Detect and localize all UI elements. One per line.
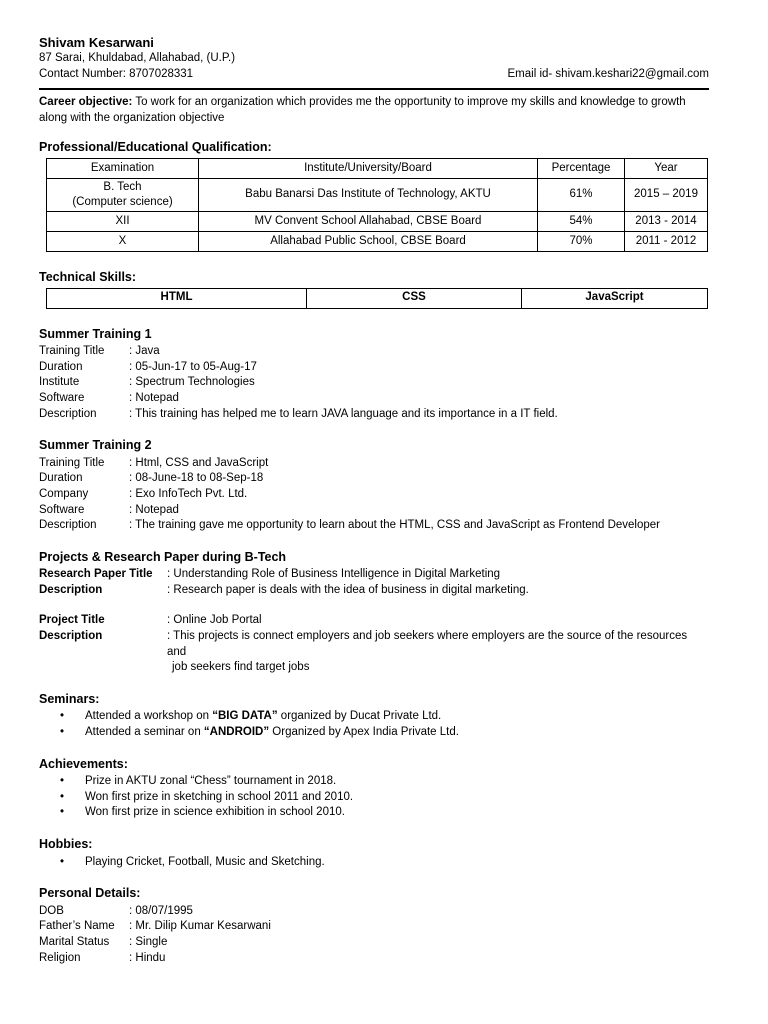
qualification-table: [46, 158, 708, 252]
detail-value: : This training has helped me to learn JAVA language and its importance in a IT field.: [129, 407, 558, 420]
table-cell: XII: [47, 211, 199, 231]
skill-cell: CSS: [307, 288, 522, 308]
detail-key: Religion: [39, 951, 81, 964]
detail-row: [39, 904, 709, 920]
contact-number: Contact Number: 8707028331: [39, 67, 194, 80]
item-text: Playing Cricket, Football, Music and Sketching.: [85, 855, 325, 868]
header-divider: [39, 88, 709, 90]
seminars-list: [39, 709, 709, 740]
detail-row: [39, 629, 709, 660]
detail-value: : This projects is connect employers and job seekers where employers are the source of the resources and: [167, 630, 688, 658]
detail-value: : Notepad: [129, 391, 179, 404]
table-row: [47, 211, 708, 231]
contact-row: [39, 67, 709, 83]
training2-title: Summer Training 2: [39, 438, 152, 453]
table-cell: Allahabad Public School, CBSE Board: [199, 231, 538, 251]
item-text: Prize in AKTU zonal “Chess” tournament in 2018.: [85, 775, 337, 788]
personal-details: [39, 904, 709, 966]
item-text-bold: “BIG DATA”: [212, 710, 278, 723]
skills-title: Technical Skills:: [39, 269, 137, 284]
table-cell: 70%: [538, 231, 625, 251]
detail-value: : Research paper is deals with the idea of business in digital marketing.: [167, 583, 529, 596]
list-item: [39, 855, 709, 871]
detail-key: Research Paper Title: [39, 568, 153, 581]
detail-key: Description: [39, 519, 97, 532]
detail-value: : Exo InfoTech Pvt. Ltd.: [129, 487, 248, 500]
detail-value: : Notepad: [129, 503, 179, 516]
col-header: Year: [625, 158, 708, 178]
detail-row: [39, 375, 709, 391]
bullet-icon: •: [59, 855, 65, 868]
skill-cell: JavaScript: [522, 288, 708, 308]
table-row: [47, 288, 708, 308]
detail-key: Description: [39, 630, 103, 643]
detail-key: Father’s Name: [39, 920, 115, 933]
detail-row: [39, 471, 709, 487]
detail-row: [39, 456, 709, 472]
table-cell: 2015 – 2019: [625, 178, 708, 211]
item-text: [85, 709, 441, 725]
list-item: [39, 790, 709, 806]
training1-title: Summer Training 1: [39, 326, 152, 341]
personal-title: Personal Details:: [39, 886, 141, 901]
item-text: [85, 725, 459, 741]
list-item: [39, 805, 709, 821]
address: 87 Sarai, Khuldabad, Allahabad, (U.P.): [39, 52, 236, 64]
detail-row: [39, 660, 709, 676]
table-row: [47, 178, 708, 211]
item-text-bold: “ANDROID”: [203, 726, 270, 739]
detail-value: : Html, CSS and JavaScript: [129, 456, 269, 469]
resume-page: [39, 35, 709, 966]
detail-key: DOB: [39, 904, 64, 917]
projects-details: [39, 567, 709, 676]
detail-value: : Java: [129, 345, 160, 358]
qualification-title: Professional/Educational Qualification:: [39, 140, 272, 155]
seminars-title: Seminars:: [39, 691, 100, 706]
detail-row: [39, 613, 709, 629]
item-text-post: organized by Ducat Private Ltd.: [277, 710, 442, 723]
detail-key: Project Title: [39, 614, 105, 627]
detail-row: [39, 407, 709, 423]
bullet-icon: •: [59, 806, 65, 819]
detail-row: [39, 919, 709, 935]
bullet-icon: •: [59, 726, 65, 739]
bullet-icon: •: [59, 790, 65, 803]
table-cell: 54%: [538, 211, 625, 231]
item-text: Won first prize in sketching in school 2011 and 2010.: [85, 790, 354, 803]
col-header: Percentage: [538, 158, 625, 178]
exam-line: B. Tech: [103, 180, 142, 193]
detail-value: : 05-Jun-17 to 05-Aug-17: [129, 360, 257, 373]
exam-line: (Computer science): [72, 195, 173, 208]
detail-key: Institute: [39, 376, 80, 389]
item-text-post: Organized by Apex India Private Ltd.: [269, 726, 459, 739]
detail-row: [39, 567, 709, 583]
list-item: [39, 725, 709, 741]
hobbies-title: Hobbies:: [39, 837, 93, 851]
detail-key: Software: [39, 391, 85, 404]
detail-value: : Spectrum Technologies: [129, 376, 255, 389]
bullet-icon: •: [59, 775, 65, 788]
detail-row: [39, 518, 709, 534]
bullet-icon: •: [59, 710, 65, 723]
table-cell: MV Convent School Allahabad, CBSE Board: [199, 211, 538, 231]
training1-details: [39, 344, 709, 422]
table-row: [47, 231, 708, 251]
detail-key-empty: [39, 660, 167, 676]
table-cell: Babu Banarsi Das Institute of Technology, AKTU: [199, 178, 538, 211]
detail-row: [39, 360, 709, 376]
list-item: [39, 709, 709, 725]
qualification-header-row: [47, 158, 708, 178]
table-cell: X: [47, 231, 199, 251]
objective-label: Career objective:: [39, 96, 133, 109]
candidate-name: Shivam Kesarwani: [39, 35, 154, 50]
detail-key: Marital Status: [39, 935, 110, 948]
detail-key: Training Title: [39, 456, 105, 469]
item-text-pre: Attended a seminar on: [85, 726, 204, 739]
detail-row: [39, 583, 709, 599]
detail-value: : 08-June-18 to 08-Sep-18: [129, 472, 264, 485]
hobbies-list: [39, 855, 709, 871]
detail-row: [39, 487, 709, 503]
detail-row: [39, 503, 709, 519]
detail-key: Duration: [39, 360, 83, 373]
detail-row: [39, 391, 709, 407]
skills-table: [46, 288, 708, 309]
projects-title: Projects & Research Paper during B-Tech: [39, 549, 287, 564]
col-header: Institute/University/Board: [199, 158, 538, 178]
item-text: Won first prize in science exhibition in school 2010.: [85, 806, 345, 819]
detail-value: : Online Job Portal: [167, 614, 262, 627]
skill-cell: HTML: [47, 288, 307, 308]
detail-value: job seekers find target jobs: [172, 661, 310, 674]
detail-row: [39, 935, 709, 951]
detail-value: : Single: [129, 935, 168, 948]
career-objective: [39, 95, 709, 126]
detail-key: Training Title: [39, 345, 105, 358]
detail-key: Company: [39, 487, 89, 500]
objective-text: To work for an organization which provides me the opportunity to improve my skills and knowledge to growth along with the organization objective: [39, 96, 686, 124]
achievements-list: [39, 774, 709, 821]
list-item: [39, 774, 709, 790]
table-cell: 2011 - 2012: [625, 231, 708, 251]
training2-details: [39, 456, 709, 534]
email: Email id- shivam.keshari22@gmail.com: [507, 67, 709, 80]
col-header: Examination: [47, 158, 199, 178]
detail-key: Description: [39, 407, 97, 420]
detail-key: Description: [39, 583, 103, 596]
detail-row: [39, 344, 709, 360]
spacer: [39, 598, 709, 613]
detail-value: : Mr. Dilip Kumar Kesarwani: [129, 920, 271, 933]
table-cell: 61%: [538, 178, 625, 211]
table-cell: 2013 - 2014: [625, 211, 708, 231]
achievements-title: Achievements:: [39, 756, 128, 771]
detail-row: [39, 951, 709, 967]
detail-key: Duration: [39, 472, 83, 485]
table-cell: [47, 178, 199, 211]
detail-value: : The training gave me opportunity to learn about the HTML, CSS and JavaScript as Frontend Developer: [129, 519, 660, 532]
detail-value: : Hindu: [129, 951, 166, 964]
detail-value: : 08/07/1995: [129, 904, 193, 917]
detail-key: Software: [39, 503, 85, 516]
detail-value: : Understanding Role of Business Intelligence in Digital Marketing: [167, 568, 501, 581]
item-text-pre: Attended a workshop on: [85, 710, 213, 723]
